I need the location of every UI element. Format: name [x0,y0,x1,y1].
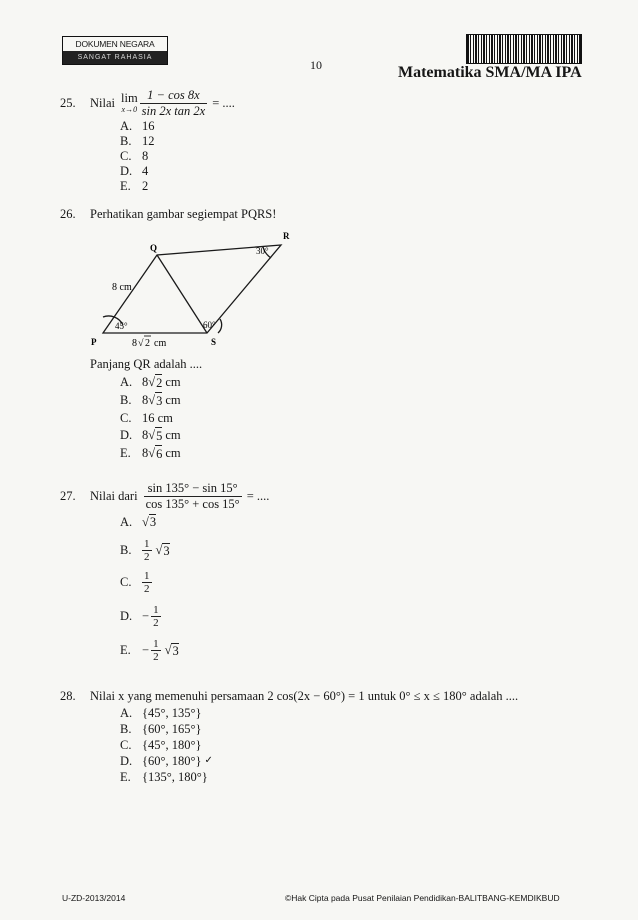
option-text: {45°, 135°} [142,706,202,720]
option-letter: A. [120,515,133,529]
option-letter: E. [120,446,131,460]
option-d[interactable] [120,604,161,629]
fraction-numerator: 1 [144,570,150,582]
option-radicand: 3 [156,394,163,408]
option-letter: D. [120,609,133,623]
option-a[interactable] [120,374,181,392]
question-26-options [120,374,181,463]
option-e[interactable] [120,638,179,663]
question-26-prompt: Panjang QR adalah .... [90,357,203,371]
stem-text: Perhatikan gambar segiempat PQRS! [90,207,277,221]
option-coefficient: 8 [142,428,149,442]
subject-title: Matematika SMA/MA IPA [398,64,582,81]
option-sign: − [142,609,150,623]
option-text: 4 [142,164,149,178]
option-letter: D. [120,428,133,442]
option-coefficient: 8 [142,446,149,460]
side-ps-unit: cm [154,338,167,349]
fraction-numerator: 1 [153,604,159,616]
side-pq-label: 8 cm [112,282,132,293]
option-unit: cm [165,375,181,389]
radical-sign: √ [164,643,172,657]
option-text: 16 cm [142,411,173,425]
option-letter: D. [120,754,133,768]
option-text: 2 [142,179,149,193]
fraction-denominator: cos 135° + cos 15° [145,497,240,511]
side-ps-coefficient: 8 [132,338,137,349]
radical-sign: √ [148,446,156,460]
option-sign: − [142,643,150,657]
option-text: 12 [142,134,155,148]
stem-text: Nilai x yang memenuhi persamaan 2 cos(2x − 60°) = 1 untuk 0° ≤ x ≤ 180° adalah .... [90,689,519,703]
option-fraction [151,604,161,629]
option-letter: E. [120,770,131,784]
angle-r-label: 30° [256,246,269,256]
option-letter: E. [120,179,131,193]
fraction-numerator: 1 [144,538,150,550]
footer-code: U-ZD-2013/2014 [62,893,126,903]
option-text: {135°, 180°} [142,770,208,784]
fraction-denominator: 2 [153,617,159,629]
stem-prefix: Nilai [90,96,115,110]
option-b[interactable] [120,392,181,410]
fraction-numerator: sin 135° − sin 15° [144,481,242,497]
radical-sign: √ [138,338,144,349]
option-letter: A. [120,706,133,720]
lim-subscript: x→0 [121,104,138,114]
option-letter: C. [120,149,132,163]
option-letter: C. [120,411,132,425]
radical-sign: √ [148,428,156,442]
option-radicand: 3 [163,543,170,558]
question-27-stem [60,481,269,512]
diagonal-qs [157,255,207,333]
option-unit: cm [165,446,181,460]
option-letter: C. [120,575,132,589]
option-text: {60°, 180°} [142,754,202,768]
option-e[interactable] [120,445,181,463]
radical-sign: √ [155,543,163,557]
trig-fraction [144,481,242,512]
fraction-numerator: 1 − cos 8x [140,88,208,104]
angle-arc-s [218,319,222,333]
vertex-q-label: Q [150,243,158,253]
option-letter: B. [120,543,132,557]
option-coefficient: 8 [142,393,149,407]
question-number: 27. [60,489,76,503]
option-letter: D. [120,164,133,178]
option-coefficient: 8 [142,375,149,389]
option-e[interactable] [120,769,213,785]
lim-word: lim [121,90,138,105]
option-fraction [142,570,152,595]
angle-p-label: 45° [115,321,128,331]
option-a[interactable] [120,705,213,721]
fraction-denominator: 2 [144,583,150,595]
vertex-r-label: R [283,231,290,241]
option-fraction [151,638,161,663]
option-radicand: 3 [149,515,157,529]
footer-copyright: ©Hak Cipta pada Pusat Penilaian Pendidikan-BALITBANG-KEMDIKBUD [285,893,560,903]
fraction-numerator: 1 [153,638,159,650]
option-fraction [142,538,152,563]
radical-sign: √ [142,515,149,529]
fraction-denominator: 2 [153,651,159,663]
option-radicand: 5 [156,429,163,443]
fraction-denominator: 2 [144,551,150,563]
stem-suffix: = .... [212,96,235,110]
option-text: {60°, 165°} [142,722,202,736]
option-radicand: 6 [156,447,163,461]
side-ps-label [132,336,166,349]
side-ps-radicand: 2 [145,338,150,349]
question-number: 28. [60,689,76,703]
question-number: 26. [60,207,76,221]
option-c[interactable] [120,737,213,753]
option-letter: B. [120,134,132,148]
option-letter: E. [120,643,131,657]
option-b[interactable] [120,538,170,563]
vertex-p-label: P [91,337,97,347]
option-unit: cm [165,428,181,442]
option-letter: C. [120,738,132,752]
option-text: {45°, 180°} [142,738,202,752]
option-letter: B. [120,722,132,736]
option-radicand: 3 [172,643,179,658]
option-text: 8 [142,149,149,163]
classification-label: DOKUMEN NEGARA [75,39,155,49]
option-c[interactable] [120,410,181,427]
classification-secret-label: SANGAT RAHASIA [63,51,167,64]
stem-prefix: Nilai dari [90,489,138,503]
option-radicand: 2 [156,376,163,390]
question-number: 25. [60,96,76,110]
option-letter: A. [120,119,133,133]
vertex-s-label: S [211,337,217,347]
option-c[interactable] [120,570,152,595]
option-d[interactable] [120,753,213,769]
option-b[interactable] [120,721,213,737]
option-unit: cm [165,393,181,407]
angle-s-label: 60° [203,320,216,330]
radical-sign: √ [148,375,156,389]
question-28-options [120,705,213,785]
option-d[interactable] [120,427,181,445]
check-mark-icon: ✓ [204,755,213,766]
page-number: 10 [310,58,322,72]
option-text: 16 [142,119,155,133]
option-letter: B. [120,393,132,407]
question-28-stem [60,689,518,704]
stem-suffix: = .... [246,489,270,503]
fraction-denominator: sin 2x tan 2x [141,104,206,118]
radical-sign: √ [148,393,156,407]
option-a[interactable] [120,515,156,530]
option-letter: A. [120,375,133,389]
